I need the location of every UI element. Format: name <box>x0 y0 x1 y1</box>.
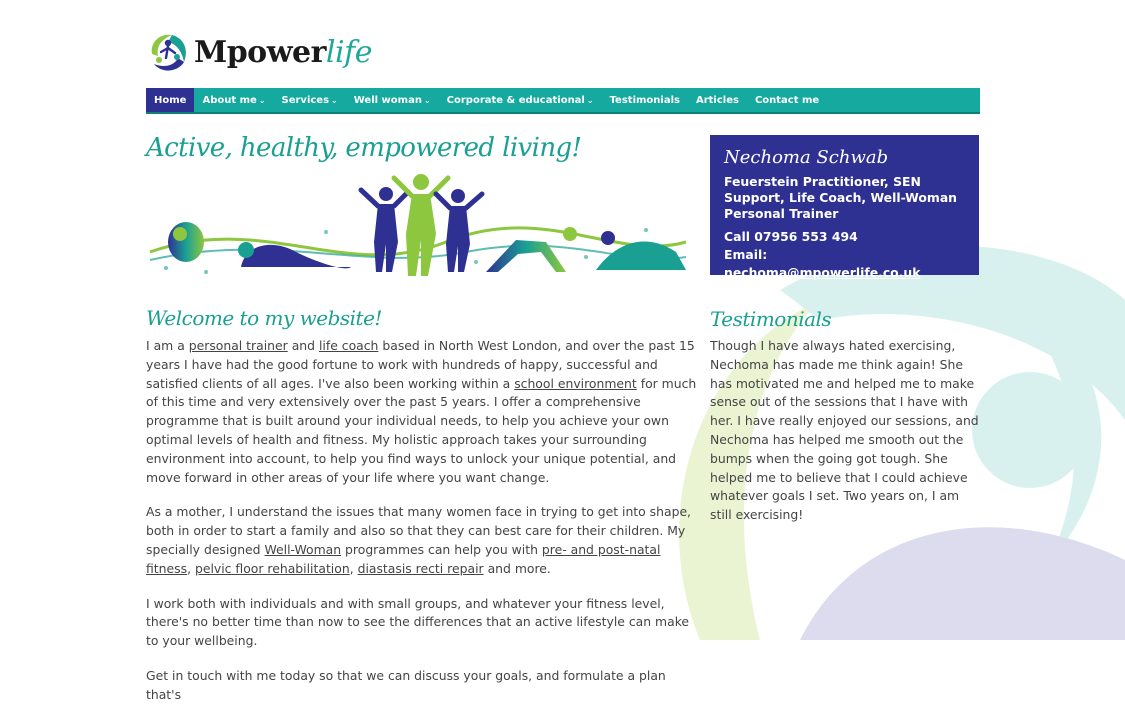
nav-item-contact-me[interactable] <box>747 88 827 112</box>
nav-item-well-woman[interactable] <box>346 88 439 112</box>
nav-item-articles[interactable] <box>688 88 747 112</box>
main-navigation <box>146 88 980 114</box>
welcome-heading: Welcome to my website! <box>146 306 382 330</box>
school-environment-link[interactable]: school environment <box>514 375 637 391</box>
nav-label: Well woman <box>353 94 422 106</box>
well-woman-link[interactable]: Well-Woman <box>264 541 342 557</box>
diastasis-recti-link[interactable]: diastasis recti repair <box>357 560 484 576</box>
contact-phone: Call 07956 553 494 <box>724 229 858 244</box>
welcome-paragraph-3: I work both with individuals and with small groups, and whatever your fitness level, there's no better time than now to see the differences that an active lifestyle can make to your wellbeing. <box>146 595 690 649</box>
welcome-content <box>146 337 702 721</box>
p2-text-a: As a mother, I understand the issues that many women face in trying to get into shape, both in order to start a family and also so that they can best care for their children. My specially designed <box>146 504 692 557</box>
chevron-down-icon: ⌄ <box>258 95 266 105</box>
nav-label: Testimonials <box>609 94 680 106</box>
pre-post-natal-link[interactable]: pre- and post-natal fitness <box>146 541 661 576</box>
p2-text-b: programmes can help you with <box>341 541 542 557</box>
nav-label: About me <box>202 94 257 106</box>
pelvic-floor-link[interactable]: pelvic floor rehabilitation <box>194 560 350 576</box>
contact-role: Feuerstein Practitioner, SEN Support, Life Coach, Well-Woman Personal Trainer <box>724 174 957 221</box>
contact-box <box>710 135 979 280</box>
chevron-down-icon: ⌄ <box>331 95 338 105</box>
hero-title: Active, healthy, empowered living! <box>146 133 582 163</box>
nav-label: Articles <box>695 94 739 106</box>
welcome-paragraph-2 <box>146 503 702 578</box>
nav-label: Services <box>281 94 330 106</box>
nav-item-home[interactable] <box>146 88 194 112</box>
hero-figures-illustration <box>146 172 691 284</box>
nav-label: Home <box>154 94 187 106</box>
chevron-down-icon: ⌄ <box>586 95 594 105</box>
nav-label: Contact me <box>754 94 820 106</box>
logo-wordmark: Mpowerlife <box>194 34 372 70</box>
nav-item-services[interactable] <box>274 88 346 112</box>
testimonials-heading: Testimonials <box>710 307 832 331</box>
site-logo[interactable] <box>146 28 372 76</box>
chevron-down-icon: ⌄ <box>423 95 431 105</box>
life-coach-link[interactable]: life coach <box>318 338 379 353</box>
p1-text-b: and <box>287 338 319 353</box>
nav-label: Corporate & educational <box>446 94 585 106</box>
logo-mark-icon <box>146 30 190 74</box>
contact-email-line <box>724 246 965 282</box>
personal-trainer-link[interactable]: personal trainer <box>188 338 288 353</box>
p2-sep-b: , <box>349 560 358 576</box>
nav-item-testimonials[interactable] <box>602 88 688 112</box>
p1-text-a: I am a <box>146 338 189 353</box>
contact-name: Nechoma Schwab <box>724 147 889 168</box>
testimonial-quote: Though I have always hated exercising, Nechoma has made me think again! She has motivated me and helped me to make sense out of the sessions that I have with her. I have really enjoyed our sessions, and Nechoma has helped me smooth out the bumps when the going got tough. She helped me to believe that I could achieve whatever goals I set. Two years on, I am still exercising! <box>710 338 979 523</box>
nav-item-about-me[interactable] <box>194 88 273 112</box>
nav-item-corporate-educational[interactable] <box>439 88 602 112</box>
p2-text-c: and more. <box>483 560 551 576</box>
p2-sep-a: , <box>187 560 195 576</box>
p1-text-d: for much of this time and very extensively over the past 5 years. I offer a comprehensive programme that is built around your individual needs, to help you achieve your own optimal levels of health and fitness. My holistic approach takes your surrounding environment into account, to help you find ways to unlock your unique potential, and move forward in other areas of your life where you want change. <box>146 375 697 485</box>
contact-email-link[interactable]: nechoma@mpowerlife.co.uk <box>724 265 921 280</box>
p1-text-c: based in North West London, and over the past 15 years I have had the good fortune to work with hundreds of happy, successful and satisfied clients of all ages. I've also been working within a <box>146 338 695 391</box>
welcome-paragraph-1 <box>146 337 702 487</box>
welcome-paragraph-4: Get in touch with me today so that we can discuss your goals, and formulate a plan that's <box>146 667 666 702</box>
email-label: Email: <box>724 247 768 262</box>
